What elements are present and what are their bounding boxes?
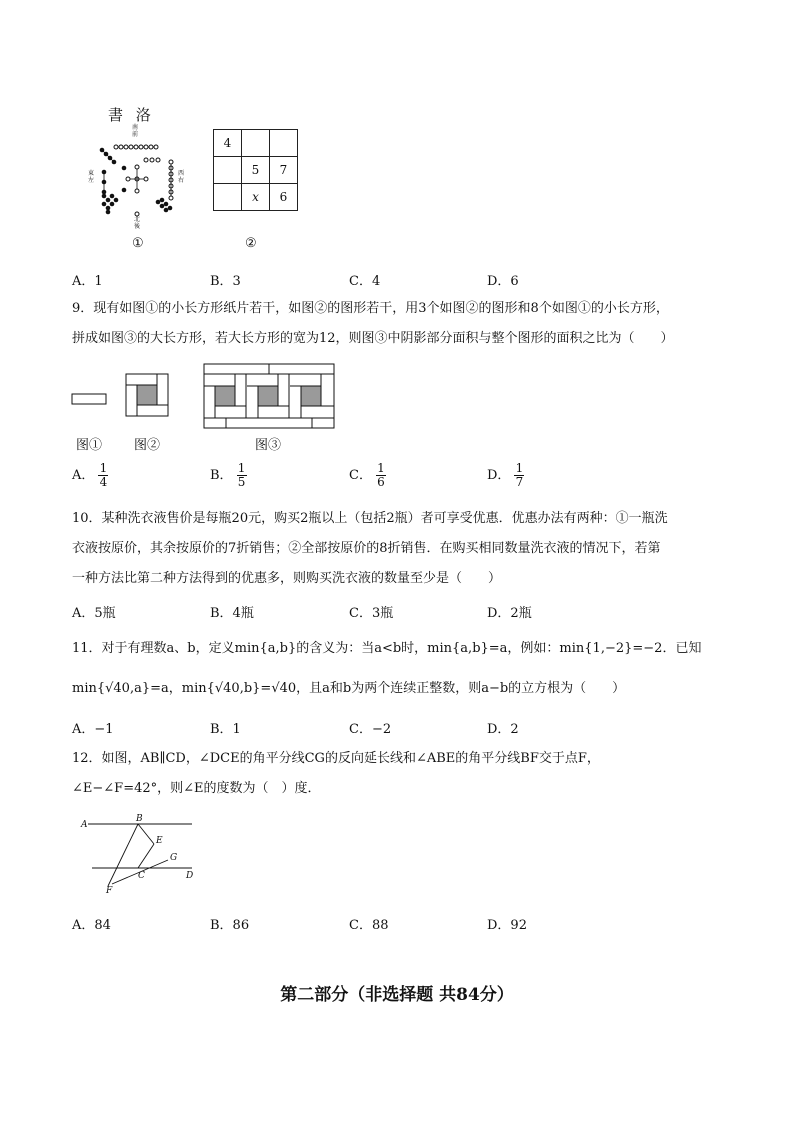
q9-figures [70, 362, 340, 432]
option-letter: C． [349, 468, 372, 483]
fig-label-1: 图① [76, 438, 103, 453]
grid-cell: 4 [214, 130, 242, 157]
point-c-label: C [138, 871, 145, 881]
q12-text-line2: ∠E−∠F=42°，则∠E的度数为（ ）度． [72, 781, 321, 796]
point-g-label: G [170, 853, 178, 863]
q8-option-c[interactable]: C．4 [349, 274, 381, 289]
point-a-label: A [81, 820, 88, 830]
q9-option-b[interactable] [210, 462, 247, 489]
luoshu-right-label: 西右 [178, 170, 185, 184]
q10-option-b[interactable]: B．4瓶 [210, 606, 254, 621]
denominator: 5 [237, 475, 246, 489]
numerator: 1 [515, 461, 524, 475]
q8-option-d[interactable]: D．6 [487, 274, 519, 289]
fig-label-2: 图② [134, 438, 161, 453]
fig-label-3: 图③ [255, 438, 282, 453]
q10-option-a[interactable]: A．5瓶 [72, 606, 116, 621]
figure-2-caption: ② [245, 236, 257, 251]
q12-text-line1: 12．如图，AB∥CD，∠DCE的角平分线CG的反向延长线和∠ABE的角平分线BF交于点F， [72, 751, 600, 766]
point-f-label: F [106, 886, 113, 896]
grid-cell [270, 130, 298, 157]
grid-cell: x [242, 184, 270, 211]
q9-text-line1: 9．现有如图①的小长方形纸片若干，如图②的图形若干，用3个如图②的图形和8个如图①的小长方形， [72, 301, 669, 316]
grid-cell: 6 [270, 184, 298, 211]
q11-option-b[interactable]: B．1 [210, 722, 241, 737]
q10-text-line3: 一种方法比第二种方法得到的优惠多，则购买洗衣液的数量至少是（ ） [72, 571, 502, 586]
q11-option-c[interactable]: C．−2 [349, 722, 392, 737]
q12-option-c[interactable]: C．88 [349, 918, 389, 933]
q12-geometry-figure [76, 810, 216, 900]
fraction [514, 462, 524, 489]
denominator: 6 [377, 475, 385, 489]
q11-text-line2: min{√40,a}=a，min{√40,b}=√40，且a和b为两个连续正整数，则a−b的立方根为（ ） [72, 681, 626, 696]
fraction [237, 462, 247, 489]
section-2-title: 第二部分（非选择题 共84分） [280, 985, 514, 1005]
denominator: 4 [99, 475, 108, 489]
grid-cell: 5 [242, 157, 270, 184]
q9-option-c[interactable] [349, 462, 386, 489]
luoshu-title: 書 洛 [108, 106, 155, 124]
option-letter: B． [210, 468, 233, 483]
q8-option-a[interactable]: A．1 [72, 274, 103, 289]
figure-2-shape [126, 374, 168, 416]
fraction [98, 462, 108, 489]
q10-text-line1: 10．某种洗衣液售价是每瓶20元，购买2瓶以上（包括2瓶）者可享受优惠．优惠办法有两种：①一瓶洗 [72, 511, 668, 526]
luoshu-diagram-icon [88, 124, 198, 244]
q12-option-a[interactable]: A．84 [72, 918, 111, 933]
q12-option-d[interactable]: D．92 [487, 918, 527, 933]
fraction [376, 462, 386, 489]
q9-option-a[interactable] [72, 462, 108, 489]
q9-option-d[interactable] [487, 462, 524, 489]
denominator: 7 [515, 475, 524, 489]
option-letter: D． [487, 468, 511, 483]
magic-square-grid [213, 129, 298, 211]
q11-text-line1: 11．对于有理数a、b，定义min{a,b}的含义为：当a<b时，min{a,b}=a，例如：min{1,−2}=−2．已知 [72, 641, 702, 656]
point-b-label: B [136, 814, 143, 824]
numerator: 1 [99, 461, 108, 475]
figure-1-caption: ① [132, 236, 144, 251]
q8-figure-1 [88, 100, 198, 260]
q8-option-b[interactable]: B．3 [210, 274, 241, 289]
grid-cell: 7 [270, 157, 298, 184]
point-e-label: E [156, 836, 163, 846]
q9-text-line2: 拼成如图③的大长方形，若大长方形的宽为12，则图③中阴影部分面积与整个图形的面积之比为（ ） [72, 331, 674, 346]
luoshu-top-label: 南前 [132, 124, 139, 138]
figure-3-shape [204, 364, 334, 428]
grid-cell [242, 130, 270, 157]
luoshu-bottom-label: 北後 [134, 216, 141, 230]
small-rectangle-shape [72, 394, 106, 404]
numerator: 1 [377, 461, 385, 475]
grid-cell [214, 157, 242, 184]
q11-option-d[interactable]: D．2 [487, 722, 519, 737]
q11-option-a[interactable]: A．−1 [72, 722, 114, 737]
q10-text-line2: 衣液按原价，其余按原价的7折销售；②全部按原价的8折销售．在购买相同数量洗衣液的情况下，若第 [72, 541, 661, 556]
q10-option-c[interactable]: C．3瓶 [349, 606, 394, 621]
luoshu-left-label: 東左 [88, 170, 95, 184]
q10-option-d[interactable]: D．2瓶 [487, 606, 532, 621]
grid-cell [214, 184, 242, 211]
numerator: 1 [237, 461, 246, 475]
q12-option-b[interactable]: B．86 [210, 918, 250, 933]
option-letter: A． [72, 468, 95, 483]
point-d-label: D [186, 871, 194, 881]
